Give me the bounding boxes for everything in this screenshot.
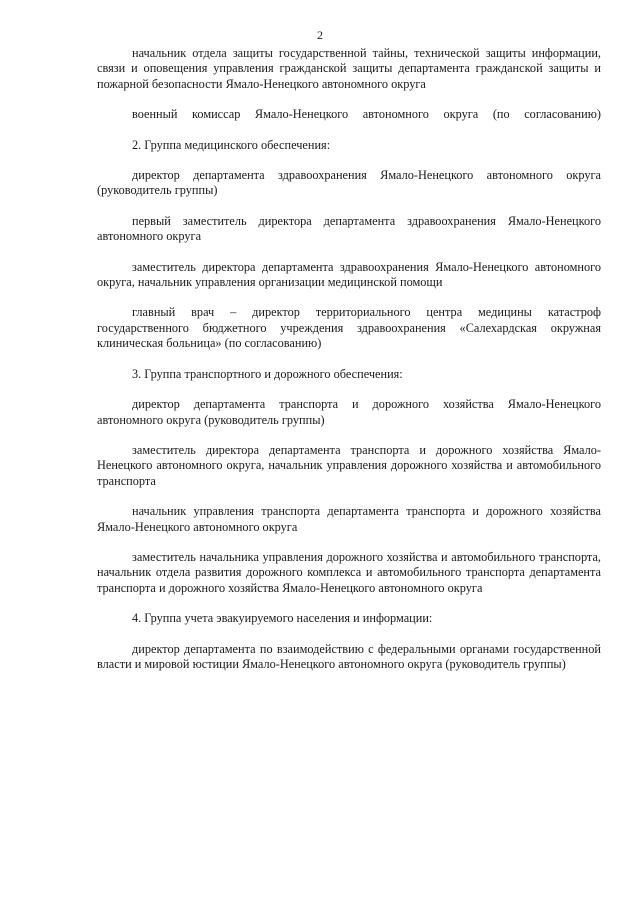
section-heading: 3. Группа транспортного и дорожного обеспечения: — [132, 366, 403, 381]
section-heading: 2. Группа медицинского обеспечения: — [132, 137, 331, 152]
paragraph: директор департамента по взаимодействию с федеральными органами государственной власти и мировой юстиции Ямало-Ненецкого автономного округа (руководитель группы) — [97, 641, 601, 671]
paragraph: заместитель начальника управления дорожного хозяйства и автомобильного транспорта, начальник отдела развития дорожного комплекса и автомобильного транспорта департамента транспорта и дорожного хозяйства Ямало-Ненецкого автономного округа — [97, 549, 601, 595]
paragraph: начальник управления транспорта департамента транспорта и дорожного хозяйства Ямало-Ненецкого автономного округа — [97, 504, 601, 534]
paragraph: директор департамента здравоохранения Ямало-Ненецкого автономного округа (руководитель группы) — [97, 168, 601, 198]
section-heading: 4. Группа учета эвакуируемого населения и информации: — [132, 611, 433, 626]
paragraph: заместитель директора департамента здравоохранения Ямало-Ненецкого автономного округа, начальник управления организации медицинской помощи — [97, 259, 601, 290]
document-body — [97, 46, 601, 672]
page-number: 2 — [317, 28, 323, 42]
paragraph: главный врач – директор территориального центра медицины катастроф государственного бюджетного учреждения здравоохранения «Салехардская окружная клиническая больница» (по согласованию) — [97, 305, 601, 351]
paragraph: первый заместитель директора департамента здравоохранения Ямало-Ненецкого автономного округа — [97, 213, 601, 244]
paragraph: начальник отдела защиты государственной тайны, технической защиты информации, связи и оповещения управления гражданской защиты департамента гражданской защиты и пожарной безопасности Ямало-Ненецкого автономного округа — [97, 46, 601, 91]
paragraph: заместитель директора департамента транспорта и дорожного хозяйства Ямало-Ненецкого автономного округа, начальник управления дорожного хозяйства и автомобильного транспорта — [97, 442, 601, 488]
paragraph: военный комиссар Ямало-Ненецкого автономного округа (по согласованию) — [132, 107, 601, 122]
paragraph: директор департамента транспорта и дорожного хозяйства Ямало-Ненецкого автономного округа (руководитель группы) — [97, 397, 601, 427]
